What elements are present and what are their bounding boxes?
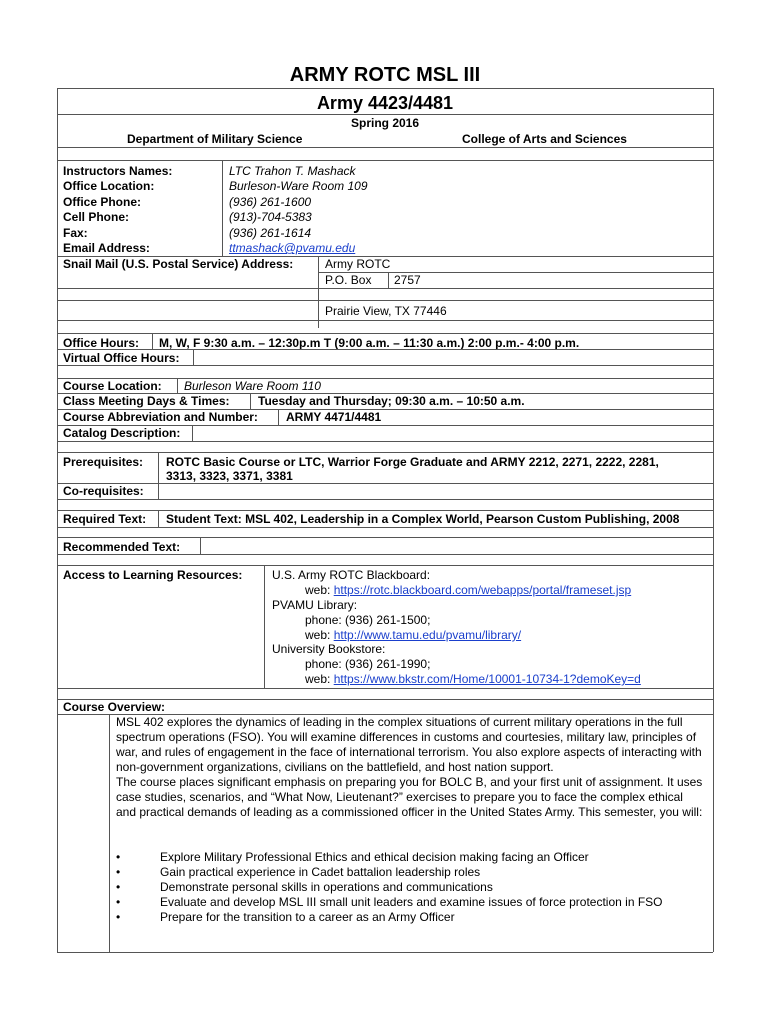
course-overview-label: Course Overview: bbox=[63, 700, 166, 714]
office-phone-value: (936) 261-1600 bbox=[229, 195, 312, 209]
blackboard-web-line bbox=[305, 583, 631, 597]
department: Department of Military Science bbox=[127, 132, 303, 146]
email-label: Email Address: bbox=[63, 241, 150, 255]
class-meeting-value: Tuesday and Thursday; 09:30 a.m. – 10:50 a.m. bbox=[258, 394, 525, 408]
address-line1: Army ROTC bbox=[325, 257, 391, 271]
blackboard-title: U.S. Army ROTC Blackboard: bbox=[272, 568, 431, 582]
bullet-marker: • bbox=[116, 895, 121, 909]
bullet-item-4: Evaluate and develop MSL III small unit leaders and examine issues of force protection in FSO bbox=[160, 895, 663, 909]
fax-value: (936) 261-1614 bbox=[229, 226, 312, 240]
library-title: PVAMU Library: bbox=[272, 598, 358, 612]
course-number: Army 4423/4481 bbox=[316, 93, 454, 113]
library-link[interactable]: http://www.tamu.edu/pvamu/library/ bbox=[333, 628, 522, 642]
bookstore-title: University Bookstore: bbox=[272, 642, 386, 656]
office-location-value: Burleson-Ware Room 109 bbox=[229, 179, 368, 193]
instructors-label: Instructors Names: bbox=[63, 164, 173, 178]
cell-phone-label: Cell Phone: bbox=[63, 210, 130, 224]
virtual-office-hours-label: Virtual Office Hours: bbox=[63, 351, 180, 365]
course-location-value: Burleson Ware Room 110 bbox=[184, 379, 321, 393]
recommended-text-label: Recommended Text: bbox=[63, 540, 181, 554]
prerequisites-line2: 3313, 3323, 3371, 3381 bbox=[166, 469, 293, 483]
library-phone: phone: (936) 261-1500; bbox=[305, 613, 431, 627]
bookstore-link[interactable]: https://www.bkstr.com/Home/10001-10734-1?demoKey=d bbox=[333, 672, 641, 686]
office-location-label: Office Location: bbox=[63, 179, 155, 193]
blackboard-web-prefix: web: bbox=[305, 583, 334, 597]
bullet-item-5: Prepare for the transition to a career as an Army Officer bbox=[160, 910, 455, 924]
address-city: Prairie View, TX 77446 bbox=[325, 304, 447, 318]
course-abbreviation-label: Course Abbreviation and Number: bbox=[63, 410, 258, 424]
po-box-value: 2757 bbox=[394, 273, 421, 287]
bullet-marker: • bbox=[116, 910, 121, 924]
course-location-label: Course Location: bbox=[63, 379, 162, 393]
bookstore-phone: phone: (936) 261-1990; bbox=[305, 657, 431, 671]
prerequisites-line1: ROTC Basic Course or LTC, Warrior Forge Graduate and ARMY 2212, 2271, 2222, 2281, bbox=[166, 455, 659, 469]
catalog-description-label: Catalog Description: bbox=[63, 426, 181, 440]
overview-paragraph-2: The course places significant emphasis on preparing you for BOLC B, and your first unit of assignment. It uses case studies, scenarios, and “What Now, Lieutenant?” exercises to prepare you to face the complex ethical and practical demands of leading as a commissioned officer in the United States Army. This semester, you will: bbox=[116, 775, 703, 819]
bullet-item-1: Explore Military Professional Ethics and ethical decision making facing an Officer bbox=[160, 850, 589, 864]
prerequisites-label: Prerequisites: bbox=[63, 455, 144, 469]
bookstore-web-line bbox=[305, 672, 641, 686]
required-text-label: Required Text: bbox=[63, 512, 147, 526]
corequisites-label: Co-requisites: bbox=[63, 484, 144, 498]
bullet-marker: • bbox=[116, 880, 121, 894]
bullet-marker: • bbox=[116, 850, 121, 864]
bookstore-web-prefix: web: bbox=[305, 672, 334, 686]
library-web-prefix: web: bbox=[305, 628, 334, 642]
office-hours-value: M, W, F 9:30 a.m. – 12:30p.m T (9:00 a.m. – 11:30 a.m.) 2:00 p.m.- 4:00 p.m. bbox=[159, 336, 580, 350]
course-abbreviation-value: ARMY 4471/4481 bbox=[286, 410, 382, 424]
cell-phone-value: (913)-704-5383 bbox=[229, 210, 312, 224]
term: Spring 2016 bbox=[350, 116, 420, 130]
class-meeting-label: Class Meeting Days & Times: bbox=[63, 394, 230, 408]
college: College of Arts and Sciences bbox=[462, 132, 627, 146]
blackboard-link[interactable]: https://rotc.blackboard.com/webapps/portal/frameset.jsp bbox=[333, 583, 632, 597]
required-text-value: Student Text: MSL 402, Leadership in a Complex World, Pearson Custom Publishing, 2008 bbox=[166, 512, 680, 526]
instructors-value: LTC Trahon T. Mashack bbox=[229, 164, 356, 178]
bullet-item-2: Gain practical experience in Cadet battalion leadership roles bbox=[160, 865, 481, 879]
bullet-item-3: Demonstrate personal skills in operations and communications bbox=[160, 880, 493, 894]
document-title: ARMY ROTC MSL III bbox=[289, 64, 481, 86]
office-hours-label: Office Hours: bbox=[63, 336, 140, 350]
overview-paragraph-1: MSL 402 explores the dynamics of leading in the complex situations of current military operations in the full spectrum operations (FSO). You will examine differences in customs and courtesies, military law, principles of war, and rules of engagement in the face of international terrorism. You also explore aspects of interacting with non-government organizations, civilians on the battlefield, and host nation support. bbox=[116, 715, 702, 774]
office-phone-label: Office Phone: bbox=[63, 195, 142, 209]
learning-resources-label: Access to Learning Resources: bbox=[63, 568, 243, 582]
snail-mail-label: Snail Mail (U.S. Postal Service) Address: bbox=[63, 257, 294, 271]
email-link[interactable]: ttmashack@pvamu.edu bbox=[229, 241, 356, 255]
po-box-label: P.O. Box bbox=[325, 273, 372, 287]
fax-label: Fax: bbox=[63, 226, 88, 240]
library-web-line bbox=[305, 628, 521, 642]
bullet-marker: • bbox=[116, 865, 121, 879]
